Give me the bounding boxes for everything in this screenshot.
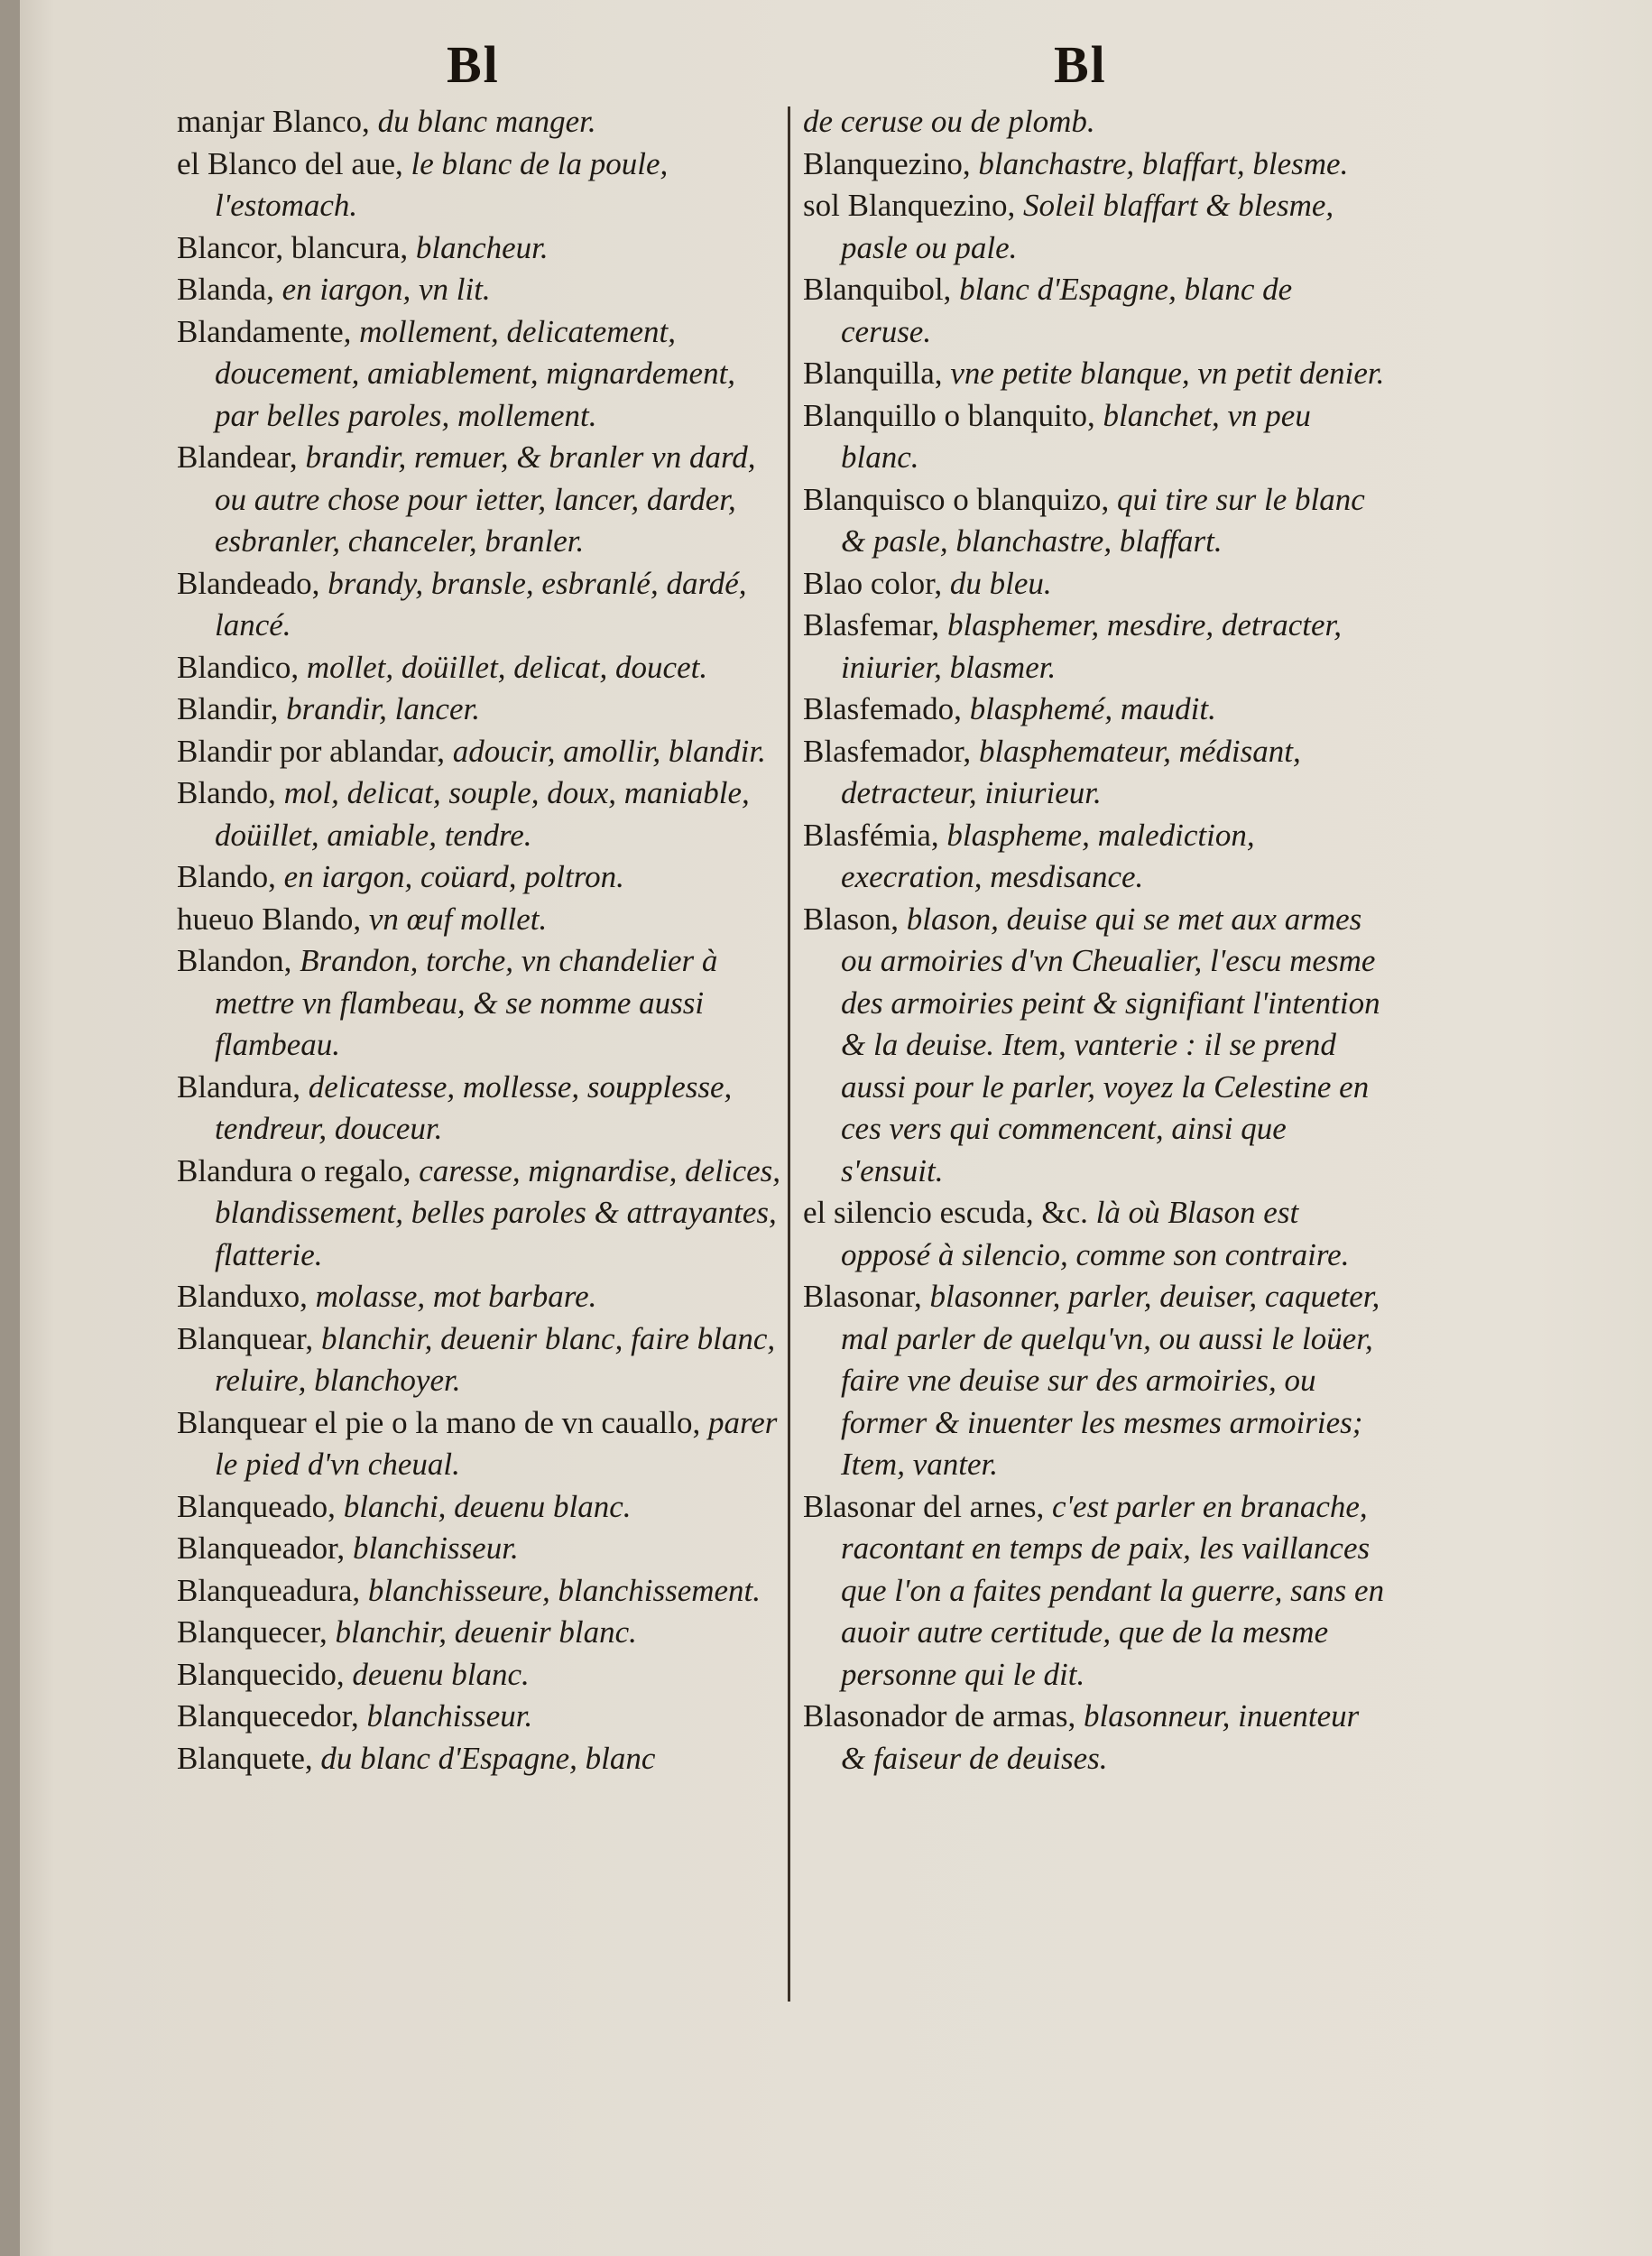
dictionary-entry bbox=[177, 1570, 783, 1613]
entry-definition: Brandon, torche, vn chandelier à mettre vn flambeau, & se nomme aussi flambeau. bbox=[215, 943, 718, 1062]
dictionary-entry bbox=[177, 1318, 783, 1402]
entry-definition: brandir, remuer, & branler vn dard, ou autre chose pour ietter, lancer, darder, esbranler, chanceler, branler. bbox=[215, 439, 756, 559]
dictionary-entry bbox=[803, 353, 1389, 395]
dictionary-entry bbox=[177, 437, 783, 563]
entry-definition: mollet, doüillet, delicat, doucet. bbox=[299, 649, 708, 685]
entry-definition: delicatesse, mollesse, soupplesse, tendreur, douceur. bbox=[215, 1068, 733, 1146]
entry-definition: là où Blason est opposé à silencio, comme son contraire. bbox=[841, 1195, 1350, 1272]
entry-definition: blanchir, deuenir blanc. bbox=[327, 1614, 637, 1650]
entry-definition: blanchi, deuenu blanc. bbox=[335, 1488, 632, 1524]
entry-definition: blanchastre, blaffart, blesme. bbox=[970, 145, 1349, 181]
entry-headword: Blanquezino, bbox=[803, 145, 971, 181]
entry-definition: blasonneur, inuenteur & faiseur de deuises. bbox=[841, 1698, 1360, 1776]
entry-definition: du bleu. bbox=[942, 565, 1052, 601]
dictionary-entry bbox=[177, 856, 783, 899]
dictionary-entry bbox=[803, 689, 1389, 731]
entry-headword: Blanquecido, bbox=[177, 1656, 345, 1692]
dictionary-entry bbox=[803, 479, 1389, 563]
entry-headword: Blanquear, bbox=[177, 1320, 314, 1356]
entry-definition: le blanc de la poule, l'estomach. bbox=[215, 145, 669, 223]
dictionary-entry bbox=[177, 1738, 783, 1780]
dictionary-entry bbox=[177, 731, 783, 773]
entry-definition: vne petite blanque, vn petit denier. bbox=[942, 356, 1385, 391]
left-column bbox=[177, 101, 783, 1780]
entry-headword: Blanquilla, bbox=[803, 356, 943, 391]
entry-headword: Blanquete, bbox=[177, 1740, 313, 1776]
entry-headword: Blando, bbox=[177, 775, 276, 810]
dictionary-entry bbox=[803, 815, 1389, 899]
dictionary-entry bbox=[177, 227, 783, 270]
entry-headword: Blasfémia, bbox=[803, 817, 939, 853]
entry-definition: c'est parler en branache, racontant en temps de paix, les vaillances que l'on a faites pendant la guerre, sans en auoir autre certitude, que de la mesme personne qui le dit. bbox=[841, 1488, 1385, 1692]
dictionary-entry bbox=[177, 1486, 783, 1529]
entry-headword: Blando, bbox=[177, 859, 276, 894]
dictionary-entry bbox=[177, 563, 783, 647]
entry-headword: Blasonar, bbox=[803, 1279, 922, 1314]
dictionary-entry bbox=[803, 605, 1389, 689]
entry-definition: du blanc d'Espagne, blanc bbox=[312, 1740, 656, 1776]
entry-headword: Blanquear el pie o la mano de vn cauallo, bbox=[177, 1404, 701, 1440]
dictionary-entry bbox=[803, 1192, 1389, 1276]
entry-definition: de ceruse ou de plomb. bbox=[803, 104, 1095, 139]
entry-definition: qui tire sur le blanc & pasle, blanchastre, blaffart. bbox=[841, 481, 1365, 559]
entry-headword: Blandura, bbox=[177, 1068, 301, 1105]
entry-headword: Blasfemar, bbox=[803, 607, 940, 643]
entry-headword: Blandura o regalo, bbox=[177, 1152, 411, 1188]
dictionary-entry bbox=[803, 899, 1389, 1193]
entry-definition: blasonner, parler, deuiser, caqueter, mal parler de quelqu'vn, ou aussi le loüer, faire vne deuise sur des armoiries, ou former & inuenter les mesmes armoiries; Item, vanter. bbox=[841, 1279, 1380, 1482]
entry-definition: blanchet, vn peu blanc. bbox=[841, 397, 1311, 475]
dictionary-entry bbox=[177, 1696, 783, 1738]
running-head-left: Bl bbox=[447, 35, 500, 94]
dictionary-entry bbox=[177, 772, 783, 856]
dictionary-entry bbox=[803, 731, 1389, 815]
entry-definition: blanchir, deuenir blanc, faire blanc, reluire, blanchoyer. bbox=[215, 1320, 776, 1398]
dictionary-entry bbox=[803, 563, 1389, 606]
entry-headword: Blanquillo o blanquito, bbox=[803, 397, 1095, 433]
dictionary-entry bbox=[177, 311, 783, 438]
entry-definition: blancheur. bbox=[408, 229, 549, 265]
entry-headword: Blasfemado, bbox=[803, 691, 962, 726]
entry-headword: Blancor, blancura, bbox=[177, 229, 409, 265]
entry-definition: deuenu blanc. bbox=[344, 1656, 530, 1692]
dictionary-entry bbox=[177, 1151, 783, 1277]
dictionary-entry bbox=[177, 1067, 783, 1151]
dictionary-entry bbox=[177, 101, 783, 143]
entry-definition: blasphemé, maudit. bbox=[961, 691, 1216, 726]
running-head-right: Bl bbox=[1054, 35, 1107, 94]
dictionary-entry bbox=[177, 1612, 783, 1654]
dictionary-entry bbox=[803, 269, 1389, 353]
dictionary-entry bbox=[177, 143, 783, 227]
entry-headword: el Blanco del aue, bbox=[177, 145, 403, 181]
entry-headword: Blanda, bbox=[177, 272, 274, 307]
dictionary-entry bbox=[803, 1276, 1389, 1486]
entry-headword: Blandir, bbox=[177, 691, 279, 726]
entry-definition: du blanc manger. bbox=[369, 104, 596, 139]
entry-headword: Blandear, bbox=[177, 439, 298, 475]
entry-headword: Blasfemador, bbox=[803, 733, 972, 769]
entry-headword: Blanquecer, bbox=[177, 1614, 328, 1650]
entry-headword: el silencio escuda, &c. bbox=[803, 1195, 1088, 1230]
dictionary-entry bbox=[177, 1276, 783, 1318]
entry-definition: blasphemateur, médisant, detracteur, iniurieur. bbox=[841, 733, 1301, 810]
dictionary-entry bbox=[177, 899, 783, 941]
dictionary-entry bbox=[177, 269, 783, 311]
entry-definition: blanchisseur. bbox=[358, 1698, 533, 1734]
entry-headword: Blanduxo, bbox=[177, 1279, 308, 1314]
entry-definition: en iargon, coüard, poltron. bbox=[275, 859, 624, 894]
entry-headword: Blandeado, bbox=[177, 565, 320, 601]
entry-headword: manjar Blanco, bbox=[177, 104, 370, 139]
entry-definition: caresse, mignardise, delices, blandissement, belles paroles & attrayantes, flatterie. bbox=[215, 1152, 781, 1272]
dictionary-entry bbox=[803, 143, 1389, 186]
entry-headword: Blanquibol, bbox=[803, 272, 952, 307]
dictionary-entry bbox=[803, 395, 1389, 479]
dictionary-entry bbox=[803, 1486, 1389, 1697]
entry-headword: Blandir por ablandar, bbox=[177, 733, 445, 769]
book-spine-shadow bbox=[0, 0, 20, 2256]
entry-definition: en iargon, vn lit. bbox=[273, 272, 491, 307]
right-column bbox=[803, 101, 1389, 1780]
dictionary-entry bbox=[177, 1402, 783, 1486]
entry-headword: sol Blanquezino, bbox=[803, 188, 1016, 223]
entry-definition: mol, delicat, souple, doux, maniable, doüillet, amiable, tendre. bbox=[215, 775, 750, 853]
entry-definition: molasse, mot barbare. bbox=[307, 1279, 597, 1314]
entry-definition: brandy, bransle, esbranlé, dardé, lancé. bbox=[215, 565, 747, 643]
entry-headword: Blandon, bbox=[177, 943, 292, 978]
entry-headword: Blanquisco o blanquizo, bbox=[803, 481, 1110, 517]
dictionary-entry bbox=[803, 185, 1389, 269]
column-divider bbox=[788, 106, 790, 2002]
dictionary-entry bbox=[177, 1654, 783, 1697]
entry-definition: adoucir, amollir, blandir. bbox=[444, 733, 766, 769]
entry-definition: brandir, lancer. bbox=[278, 691, 480, 726]
entry-definition: Soleil blaffart & blesme, pasle ou pale. bbox=[841, 188, 1334, 265]
entry-headword: Blasonador de armas, bbox=[803, 1698, 1076, 1734]
entry-definition: blanchisseure, blanchissement. bbox=[360, 1572, 761, 1608]
entry-headword: Blandico, bbox=[177, 649, 300, 685]
dictionary-entry bbox=[177, 689, 783, 731]
entry-definition: blanc d'Espagne, blanc de ceruse. bbox=[841, 272, 1293, 349]
entry-definition: vn œuf mollet. bbox=[361, 901, 548, 937]
dictionary-entry bbox=[803, 101, 1389, 143]
entry-headword: Blanquecedor, bbox=[177, 1698, 359, 1734]
dictionary-entry bbox=[177, 647, 783, 689]
dictionary-entry bbox=[177, 1528, 783, 1570]
entry-headword: hueuo Blando, bbox=[177, 901, 362, 937]
dictionary-entry bbox=[177, 940, 783, 1067]
entry-definition: blanchisseur. bbox=[345, 1530, 519, 1566]
entry-headword: Blason, bbox=[803, 901, 899, 937]
entry-headword: Blanqueador, bbox=[177, 1530, 346, 1566]
entry-definition: blason, deuise qui se met aux armes ou armoiries d'vn Cheualier, l'escu mesme des armoiries peint & signifiant l'intention & la deuise. Item, vanterie : il se prend aussi pour le parler, voyez la Celestine en ces vers qui commencent, ainsi que s'ensuit. bbox=[841, 901, 1380, 1188]
entry-headword: Blao color, bbox=[803, 565, 943, 601]
entry-headword: Blandamente bbox=[177, 313, 344, 349]
entry-headword: Blanqueado, bbox=[177, 1488, 336, 1524]
dictionary-entry bbox=[803, 1696, 1389, 1780]
entry-definition: blasphemer, mesdire, detracter, iniurier, blasmer. bbox=[841, 607, 1343, 685]
entry-definition: parer le pied d'vn cheual. bbox=[215, 1404, 778, 1482]
entry-headword: Blanqueadura, bbox=[177, 1572, 361, 1608]
entry-definition: blaspheme, malediction, execration, mesdisance. bbox=[841, 817, 1255, 894]
entry-headword: Blasonar del arnes, bbox=[803, 1488, 1045, 1524]
entry-definition: , mollement, delicatement, doucement, amiablement, mignardement, par belles paroles, mollement. bbox=[215, 313, 736, 433]
